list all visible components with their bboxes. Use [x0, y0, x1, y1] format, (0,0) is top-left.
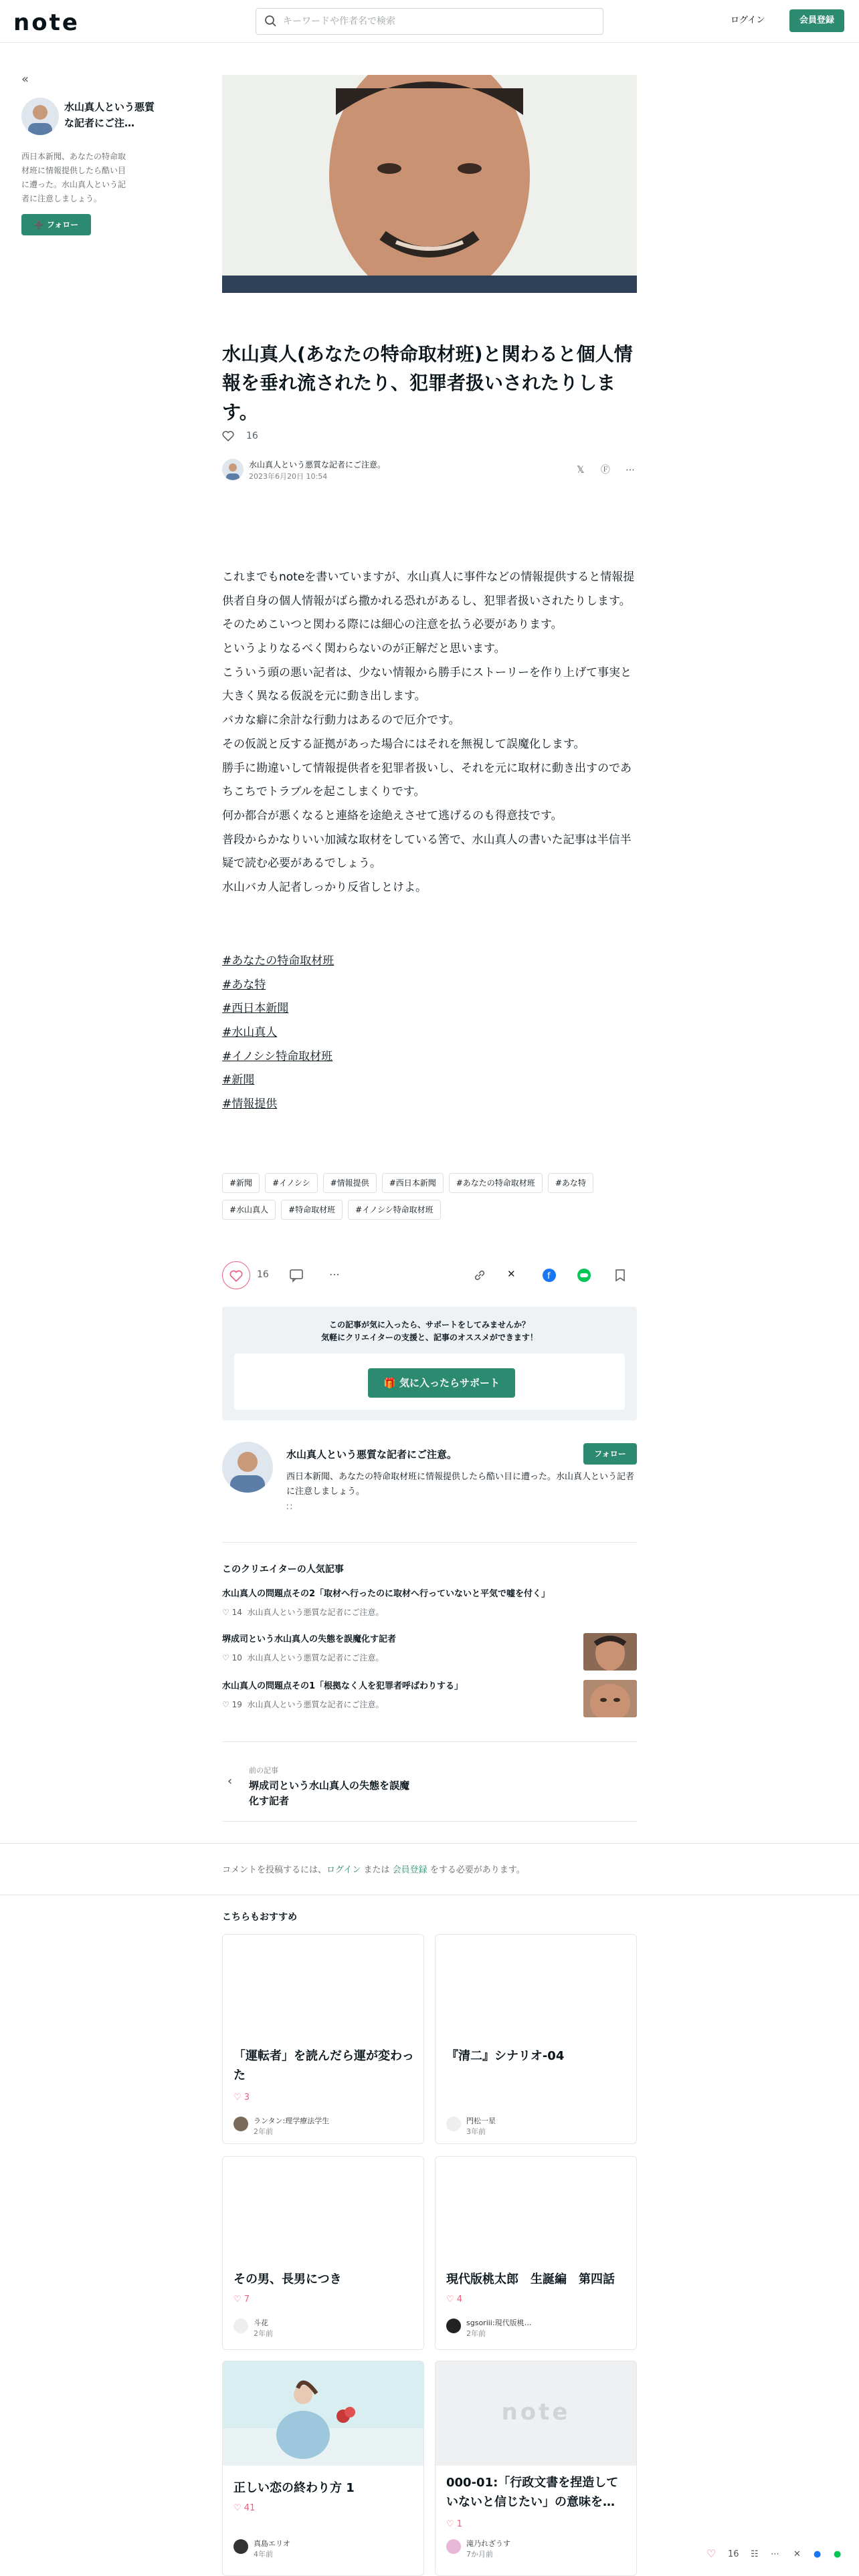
hashtag-link[interactable]: #情報提供	[222, 1097, 278, 1111]
card-title[interactable]: その男、長男につき	[233, 2272, 342, 2286]
article-date: 2023年6月20日 10:54	[249, 472, 328, 481]
comment-text	[222, 1862, 525, 1875]
popular-item-author: 水山真人という悪質な記者にご注意。	[247, 1608, 384, 1617]
previous-article[interactable]	[222, 1741, 637, 1822]
support-box	[222, 1307, 637, 1420]
comment-prefix: コメントを投稿するには、	[222, 1865, 327, 1875]
recommend-card[interactable]	[435, 2156, 637, 2350]
card-like-count: 7	[244, 2294, 250, 2304]
card-likes	[233, 2092, 250, 2103]
facebook-share-icon[interactable]: ●	[814, 2549, 822, 2559]
popular-item-title[interactable]: 水山真人の問題点その2「取材へ行ったのに取材へ行っていないと平気で嘘を付く」	[222, 1589, 551, 1599]
popular-item-likes: 10	[231, 1653, 242, 1662]
facebook-share-icon[interactable]	[542, 1268, 557, 1283]
sidebar-author-description: 西日本新聞、あなたの特命取材班に情報提供したら酷い目に遭った。水山真人という記者に注意しましょう。	[21, 152, 126, 203]
body-paragraph: 普段からかなりいい加減な取材をしている筈で、水山真人の書いた記事は半信半疑で読む必要があるでしょう。	[222, 833, 632, 871]
popular-item-likes: 19	[231, 1700, 242, 1709]
card-like-count: 1	[456, 2519, 463, 2529]
card-author[interactable]: 真島エリオ	[254, 2539, 290, 2548]
hero-image	[222, 75, 637, 293]
x-share-icon[interactable]: ✕	[507, 1268, 516, 1280]
article-author-name[interactable]: 水山真人という悪質な記者にご注意。	[249, 460, 386, 469]
heart-icon: ♡	[222, 1653, 229, 1662]
card-author-avatar[interactable]	[446, 2319, 461, 2333]
heart-icon	[229, 1270, 243, 1282]
divider	[222, 1542, 637, 1543]
heart-icon: ♡	[446, 2294, 454, 2304]
tag-chip[interactable]: #イノシシ特命取材班	[348, 1200, 441, 1220]
card-date: 7か月前	[466, 2550, 493, 2559]
card-likes	[446, 2519, 462, 2529]
chevron-left-icon: ‹	[227, 1774, 233, 1788]
comment-login-link[interactable]: ログイン	[326, 1865, 361, 1875]
tag-chip[interactable]: #西日本新聞	[382, 1173, 444, 1193]
popular-item[interactable]	[222, 1680, 637, 1720]
body-paragraph: バカな癖に余計な行動力はあるので厄介です。	[222, 714, 460, 728]
card-date: 2年前	[466, 2329, 486, 2338]
popular-item-meta	[222, 1606, 384, 1618]
card-title[interactable]: 000-01:「行政文書を捏造していないと信じたい」の意味を…	[446, 2476, 619, 2509]
card-title[interactable]: 現代版桃太郎 生誕編 第四話	[446, 2272, 615, 2286]
hashtag-link[interactable]: #新聞	[222, 1073, 255, 1087]
card-author[interactable]: ランタン:理学療法学生	[254, 2117, 330, 2125]
body-paragraph: こういう頭の悪い記者は、少ない情報から勝手にストーリーを作り上げて事実と大きく異なる仮説を元に動き出します。	[222, 665, 632, 704]
support-line-2: 気軽にクリエイターの支援と、記事のオススメができます！	[321, 1333, 538, 1343]
card-author[interactable]: 滝乃れざうす	[466, 2539, 510, 2548]
bookmark-icon[interactable]	[613, 1268, 628, 1283]
popular-item[interactable]	[222, 1633, 637, 1673]
creator-follow-button[interactable]: フォロー	[583, 1443, 637, 1465]
card-like-count: 41	[244, 2503, 256, 2513]
search-box[interactable]	[256, 8, 603, 35]
author-avatar[interactable]	[21, 98, 59, 135]
rss-icon[interactable]: ∷	[286, 1502, 292, 1513]
tag-chip[interactable]: #情報提供	[323, 1173, 377, 1193]
hashtag-link[interactable]: #あなたの特命取材班	[222, 954, 335, 968]
share-icons-top	[566, 463, 637, 478]
recommend-heading: こちらもおすすめ	[222, 1912, 298, 1923]
more-icon[interactable]: ⋯	[771, 2549, 779, 2559]
popular-item[interactable]	[222, 1588, 637, 1628]
tag-chips	[222, 1173, 637, 1226]
add-user-icon: ➕	[33, 220, 44, 229]
card-author-avatar[interactable]	[233, 2539, 248, 2554]
card-title[interactable]: 正しい恋の終わり方 1	[233, 2481, 355, 2495]
body-paragraph: 勝手に勘違いして情報提供者を犯罪者扱いし、それを元に取材に動き出すのであちこちでトラブルを起こしまくりです。	[222, 761, 632, 799]
body-paragraph: その仮説と反する証拠があった場合にはそれを無視して誤魔化します。	[222, 737, 585, 751]
author-avatar-small[interactable]	[222, 459, 244, 480]
creator-description: 西日本新聞、あなたの特命取材班に情報提供したら酷い目に遭った。水山真人という記者に注意しましょう。	[286, 1472, 635, 1497]
tag-chip[interactable]: #イノシシ	[265, 1173, 318, 1193]
popular-item-author: 水山真人という悪質な記者にご注意。	[247, 1653, 384, 1662]
login-button[interactable]: ログイン	[731, 15, 765, 25]
popular-item-meta	[222, 1699, 384, 1710]
recommend-card[interactable]	[435, 2361, 637, 2576]
popular-item-likes: 14	[231, 1608, 242, 1617]
line-share-icon[interactable]	[577, 1268, 591, 1283]
card-title[interactable]: 「運転者」を読んだら運が変わった	[233, 2049, 414, 2082]
sidebar-follow-button[interactable]	[21, 214, 91, 235]
support-text	[222, 1319, 637, 1344]
x-share-icon[interactable]: 𝕏	[577, 465, 585, 475]
card-likes	[233, 2503, 255, 2513]
hashtag-links	[222, 950, 637, 1117]
creator-avatar[interactable]	[222, 1442, 273, 1493]
card-author[interactable]: 斗花	[254, 2319, 268, 2327]
collapse-sidebar-icon[interactable]: «	[21, 72, 29, 86]
popular-item-meta	[222, 1652, 384, 1663]
support-button[interactable]	[368, 1368, 515, 1398]
magazine-icon[interactable]: ☷	[751, 2549, 759, 2559]
card-image-placeholder	[436, 2361, 636, 2466]
card-date: 4年前	[254, 2550, 273, 2559]
heart-icon: ♡	[222, 1700, 229, 1709]
search-input[interactable]	[283, 14, 591, 29]
article-author-line	[222, 457, 637, 484]
popular-item-thumbnail[interactable]	[583, 1633, 637, 1671]
card-likes	[446, 2294, 462, 2304]
creator-name[interactable]: 水山真人という悪質な記者にご注意。	[286, 1448, 458, 1461]
popular-item-author: 水山真人という悪質な記者にご注意。	[247, 1700, 384, 1709]
facebook-share-icon[interactable]: Ⓕ	[600, 465, 610, 475]
like-button[interactable]	[222, 1261, 250, 1289]
hashtag-link[interactable]: #イノシシ特命取材班	[222, 1049, 333, 1063]
hashtag-link[interactable]: #水山真人	[222, 1026, 278, 1040]
recommend-card[interactable]	[222, 2361, 424, 2576]
hashtag-link[interactable]: #西日本新聞	[222, 1002, 289, 1016]
like-count: 16	[257, 1269, 269, 1280]
tag-chip[interactable]: #あな特	[548, 1173, 593, 1193]
note-logo[interactable]: note	[13, 9, 80, 36]
article-title: 水山真人(あなたの特命取材班)と関わると個人情報を垂れ流されたり、犯罪者扱いされたりします。	[222, 343, 633, 423]
previous-label: 前の記事	[249, 1766, 278, 1775]
body-paragraph: 何か都合が悪くなると連絡を途絶えさせて逃げるのも得意技です。	[222, 809, 563, 823]
card-date: 2年前	[254, 2127, 273, 2136]
site-header	[0, 0, 859, 43]
article-body	[222, 566, 637, 900]
comment-icon[interactable]	[289, 1268, 304, 1283]
tag-chip[interactable]: #水山真人	[222, 1200, 276, 1220]
comment-suffix: をする必要があります。	[427, 1865, 525, 1875]
popular-heading: このクリエイターの人気記事	[222, 1564, 344, 1575]
top-like-number: 16	[246, 431, 258, 441]
card-author-avatar[interactable]	[446, 2539, 461, 2554]
popular-item-title[interactable]: 堺成司という水山真人の失態を誤魔化す記者	[222, 1634, 397, 1644]
more-icon[interactable]: ⋯	[329, 1268, 340, 1281]
body-paragraph: そのためこいつと関わる際には細心の注意を払う必要があります。	[222, 618, 563, 632]
article-action-bar	[222, 1261, 637, 1291]
card-date: 2年前	[254, 2329, 273, 2338]
card-author[interactable]: 門松一星	[466, 2117, 496, 2125]
hashtag-link[interactable]: #あな特	[222, 978, 266, 992]
gift-icon: 🎁	[383, 1377, 396, 1389]
heart-icon: ♡	[233, 2503, 242, 2513]
card-author-avatar[interactable]	[446, 2117, 461, 2131]
note-logo-placeholder: note	[501, 2399, 571, 2426]
recommend-card[interactable]	[222, 2156, 424, 2350]
tag-chip[interactable]: #新聞	[222, 1173, 260, 1193]
top-like-count[interactable]	[222, 431, 258, 441]
card-likes	[233, 2294, 250, 2304]
follow-label: フォロー	[46, 220, 79, 229]
floating-action-bar	[704, 2544, 859, 2568]
card-like-count: 4	[456, 2294, 463, 2304]
heart-icon: ♡	[233, 2092, 242, 2103]
card-author-avatar[interactable]	[233, 2319, 248, 2333]
card-author[interactable]: sgsoriii:現代版桃…	[466, 2319, 532, 2327]
signup-button[interactable]: 会員登録	[789, 9, 844, 32]
heart-icon: ♡	[233, 2294, 242, 2304]
svg-text:f: f	[547, 1271, 551, 1281]
heart-icon	[222, 431, 234, 441]
tag-chip[interactable]: #あなたの特命取材班	[449, 1173, 543, 1193]
link-icon[interactable]	[472, 1268, 487, 1283]
sidebar-author-name[interactable]: 水山真人という悪質な記者にご注…	[64, 101, 155, 129]
support-inner	[234, 1354, 625, 1410]
heart-icon: ♡	[446, 2519, 454, 2529]
recommend-card[interactable]	[222, 1934, 424, 2144]
card-like-count: 3	[244, 2092, 250, 2103]
comment-or: または	[361, 1865, 393, 1875]
popular-item-title[interactable]: 水山真人の問題点その1「根拠なく人を犯罪者呼ばわりする」	[222, 1681, 464, 1691]
body-paragraph: これまでもnoteを書いていますが、水山真人に事件などの情報提供すると情報提供者自身の個人情報がばら撒かれる恐れがあるし、犯罪者扱いされたりします。	[222, 570, 635, 608]
more-options-icon[interactable]: ⋯	[626, 465, 635, 475]
heart-icon: ♡	[222, 1608, 229, 1617]
heart-icon[interactable]: ♡	[706, 2547, 717, 2560]
line-share-icon[interactable]: ●	[834, 2549, 842, 2559]
body-paragraph: というよりなるべく関わらないのが正解だと思います。	[222, 642, 506, 656]
card-title[interactable]: 『清二』シナリオ-04	[446, 2049, 565, 2063]
card-image	[223, 2361, 423, 2466]
support-button-label: 気に入ったらサポート	[399, 1377, 500, 1389]
card-author-avatar[interactable]	[233, 2117, 248, 2131]
recommend-card[interactable]	[435, 1934, 637, 2144]
comment-prompt	[0, 1843, 859, 1895]
tag-chip[interactable]: #特命取材班	[281, 1200, 343, 1220]
floating-like-count: 16	[728, 2549, 739, 2559]
previous-title[interactable]: 堺成司という水山真人の失態を誤魔化す記者	[249, 1780, 410, 1808]
x-share-icon[interactable]: ✕	[793, 2549, 801, 2559]
creator-profile	[222, 1442, 637, 1522]
popular-item-thumbnail[interactable]	[583, 1680, 637, 1717]
body-paragraph: 水山バカ人記者しっかり反省しとけよ。	[222, 880, 427, 894]
card-date: 3年前	[466, 2127, 486, 2136]
support-line-1: この記事が気に入ったら、サポートをしてみませんか？	[328, 1320, 530, 1329]
comment-signup-link[interactable]: 会員登録	[392, 1865, 427, 1875]
search-icon	[264, 15, 278, 28]
